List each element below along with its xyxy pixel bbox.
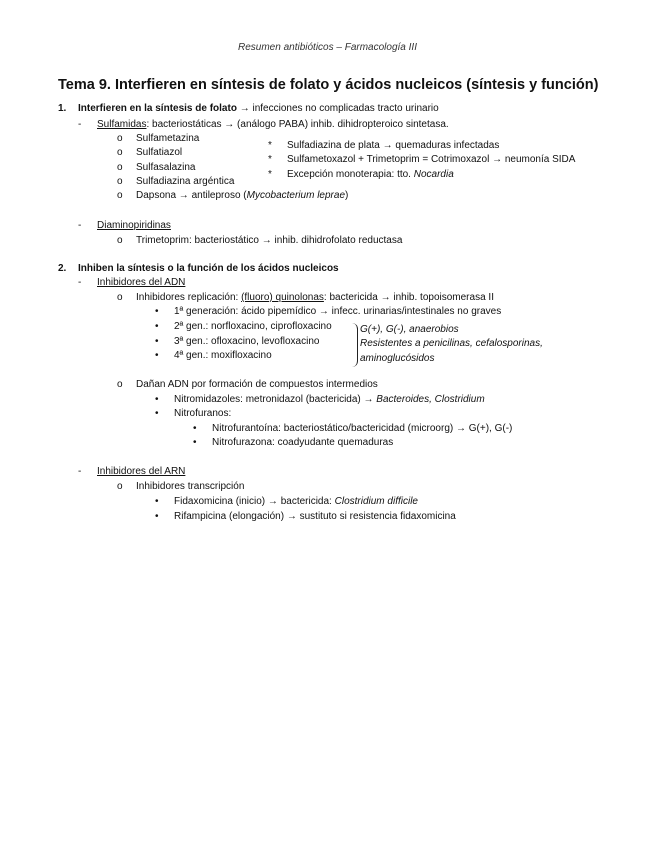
page-header: Resumen antibióticos – Farmacología III xyxy=(238,42,417,53)
gen-text: 4ª gen.: moxifloxacino xyxy=(174,350,272,361)
page-title: Tema 9. Interfieren en síntesis de folato y ácidos nucleicos (síntesis y función) xyxy=(58,77,599,93)
sub-bullet: • xyxy=(155,408,159,419)
list-item: o xyxy=(117,133,123,144)
brace-note: G(+), G(-), anaerobios xyxy=(360,324,459,335)
dash-bullet: - xyxy=(78,277,82,288)
sub-bullet: • xyxy=(155,496,159,507)
section-2-heading: Inhiben la síntesis o la función de los ácidos nucleicos xyxy=(78,263,339,274)
gen-text: 3ª gen.: ofloxacino, levofloxacino xyxy=(174,336,320,347)
sub-bullet: • xyxy=(155,336,159,347)
sulfamidas-line: Sulfamidas: bacteriostáticas → (análogo PABA) inhib. dihidropteroico sintetasa. xyxy=(97,119,449,130)
brace-note: aminoglucósidos xyxy=(360,353,435,364)
diaminopiridinas-label: Diaminopiridinas xyxy=(97,220,171,231)
sub-bullet: • xyxy=(155,321,159,332)
brace-bracket xyxy=(351,323,358,367)
list-item-text: Trimetoprim: bacteriostático → inhib. dihidrofolato reductasa xyxy=(136,235,403,246)
sub-bullet: • xyxy=(155,394,159,405)
list-item: o xyxy=(117,235,123,246)
section-2-number: 2. xyxy=(58,263,67,274)
brace-note: Resistentes a penicilinas, cefalosporinas, xyxy=(360,338,543,349)
sub-bullet: • xyxy=(155,350,159,361)
nitrofuranos-text: Nitrofuranos: xyxy=(174,408,232,419)
section-1-heading: Interfieren en la síntesis de folato → infecciones no complicadas tracto urinario xyxy=(78,103,439,114)
sub-sub-bullet: • xyxy=(193,437,197,448)
dash-bullet: - xyxy=(78,220,82,231)
arn-label: Inhibidores del ARN xyxy=(97,466,186,477)
list-item: o xyxy=(117,147,123,158)
dash-bullet: - xyxy=(78,466,82,477)
rifampicina-text: Rifampicina (elongación) → sustituto si resistencia fidaxomicina xyxy=(174,511,456,522)
list-item: o xyxy=(117,292,123,303)
list-item-text: Dañan ADN por formación de compuestos intermedios xyxy=(136,379,378,390)
furan-text: Nitrofurazona: coadyudante quemaduras xyxy=(212,437,394,448)
list-item-text: Sulfadiazina argéntica xyxy=(136,176,235,187)
list-item: o xyxy=(117,176,123,187)
note-text: Sulfadiazina de plata → quemaduras infectadas xyxy=(287,140,500,151)
note-text: Sulfametoxazol + Trimetoprim = Cotrimoxazol → neumonía SIDA xyxy=(287,154,576,165)
list-item: o xyxy=(117,190,123,201)
fidaxomicina-text: Fidaxomicina (inicio) → bactericida: Clostridium difficile xyxy=(174,496,418,507)
note-bullet: * xyxy=(268,169,272,180)
list-item-text: Sulfasalazina xyxy=(136,162,196,173)
list-item-text: Sulfatiazol xyxy=(136,147,183,158)
gen-text: 1ª generación: ácido pipemídico → infecc. urinarias/intestinales no graves xyxy=(174,306,502,317)
note-text: Excepción monoterapia: tto. Nocardia xyxy=(287,169,454,180)
list-item: o xyxy=(117,379,123,390)
sub-bullet: • xyxy=(155,306,159,317)
list-item: o xyxy=(117,481,123,492)
note-bullet: * xyxy=(268,154,272,165)
dapsona-text: Dapsona → antileproso (Mycobacterium leprae) xyxy=(136,190,349,201)
note-bullet: * xyxy=(268,140,272,151)
sub-bullet: • xyxy=(155,511,159,522)
furan-text: Nitrofurantoína: bacteriostático/bactericidad (microorg) → G(+), G(-) xyxy=(212,423,513,434)
list-item-text: Sulfametazina xyxy=(136,133,200,144)
replicacion-text: Inhibidores replicación: (fluoro) quinolonas: bactericida → inhib. topoisomerasa II xyxy=(136,292,494,303)
sub-sub-bullet: • xyxy=(193,423,197,434)
gen-text: 2ª gen.: norfloxacino, ciprofloxacino xyxy=(174,321,332,332)
adn-label: Inhibidores del ADN xyxy=(97,277,186,288)
list-item-text: Inhibidores transcripción xyxy=(136,481,245,492)
section-1-number: 1. xyxy=(58,103,67,114)
dash-bullet: - xyxy=(78,119,82,130)
nitromidazoles-text: Nitromidazoles: metronidazol (bactericida) → Bacteroides, Clostridium xyxy=(174,394,485,405)
list-item: o xyxy=(117,162,123,173)
